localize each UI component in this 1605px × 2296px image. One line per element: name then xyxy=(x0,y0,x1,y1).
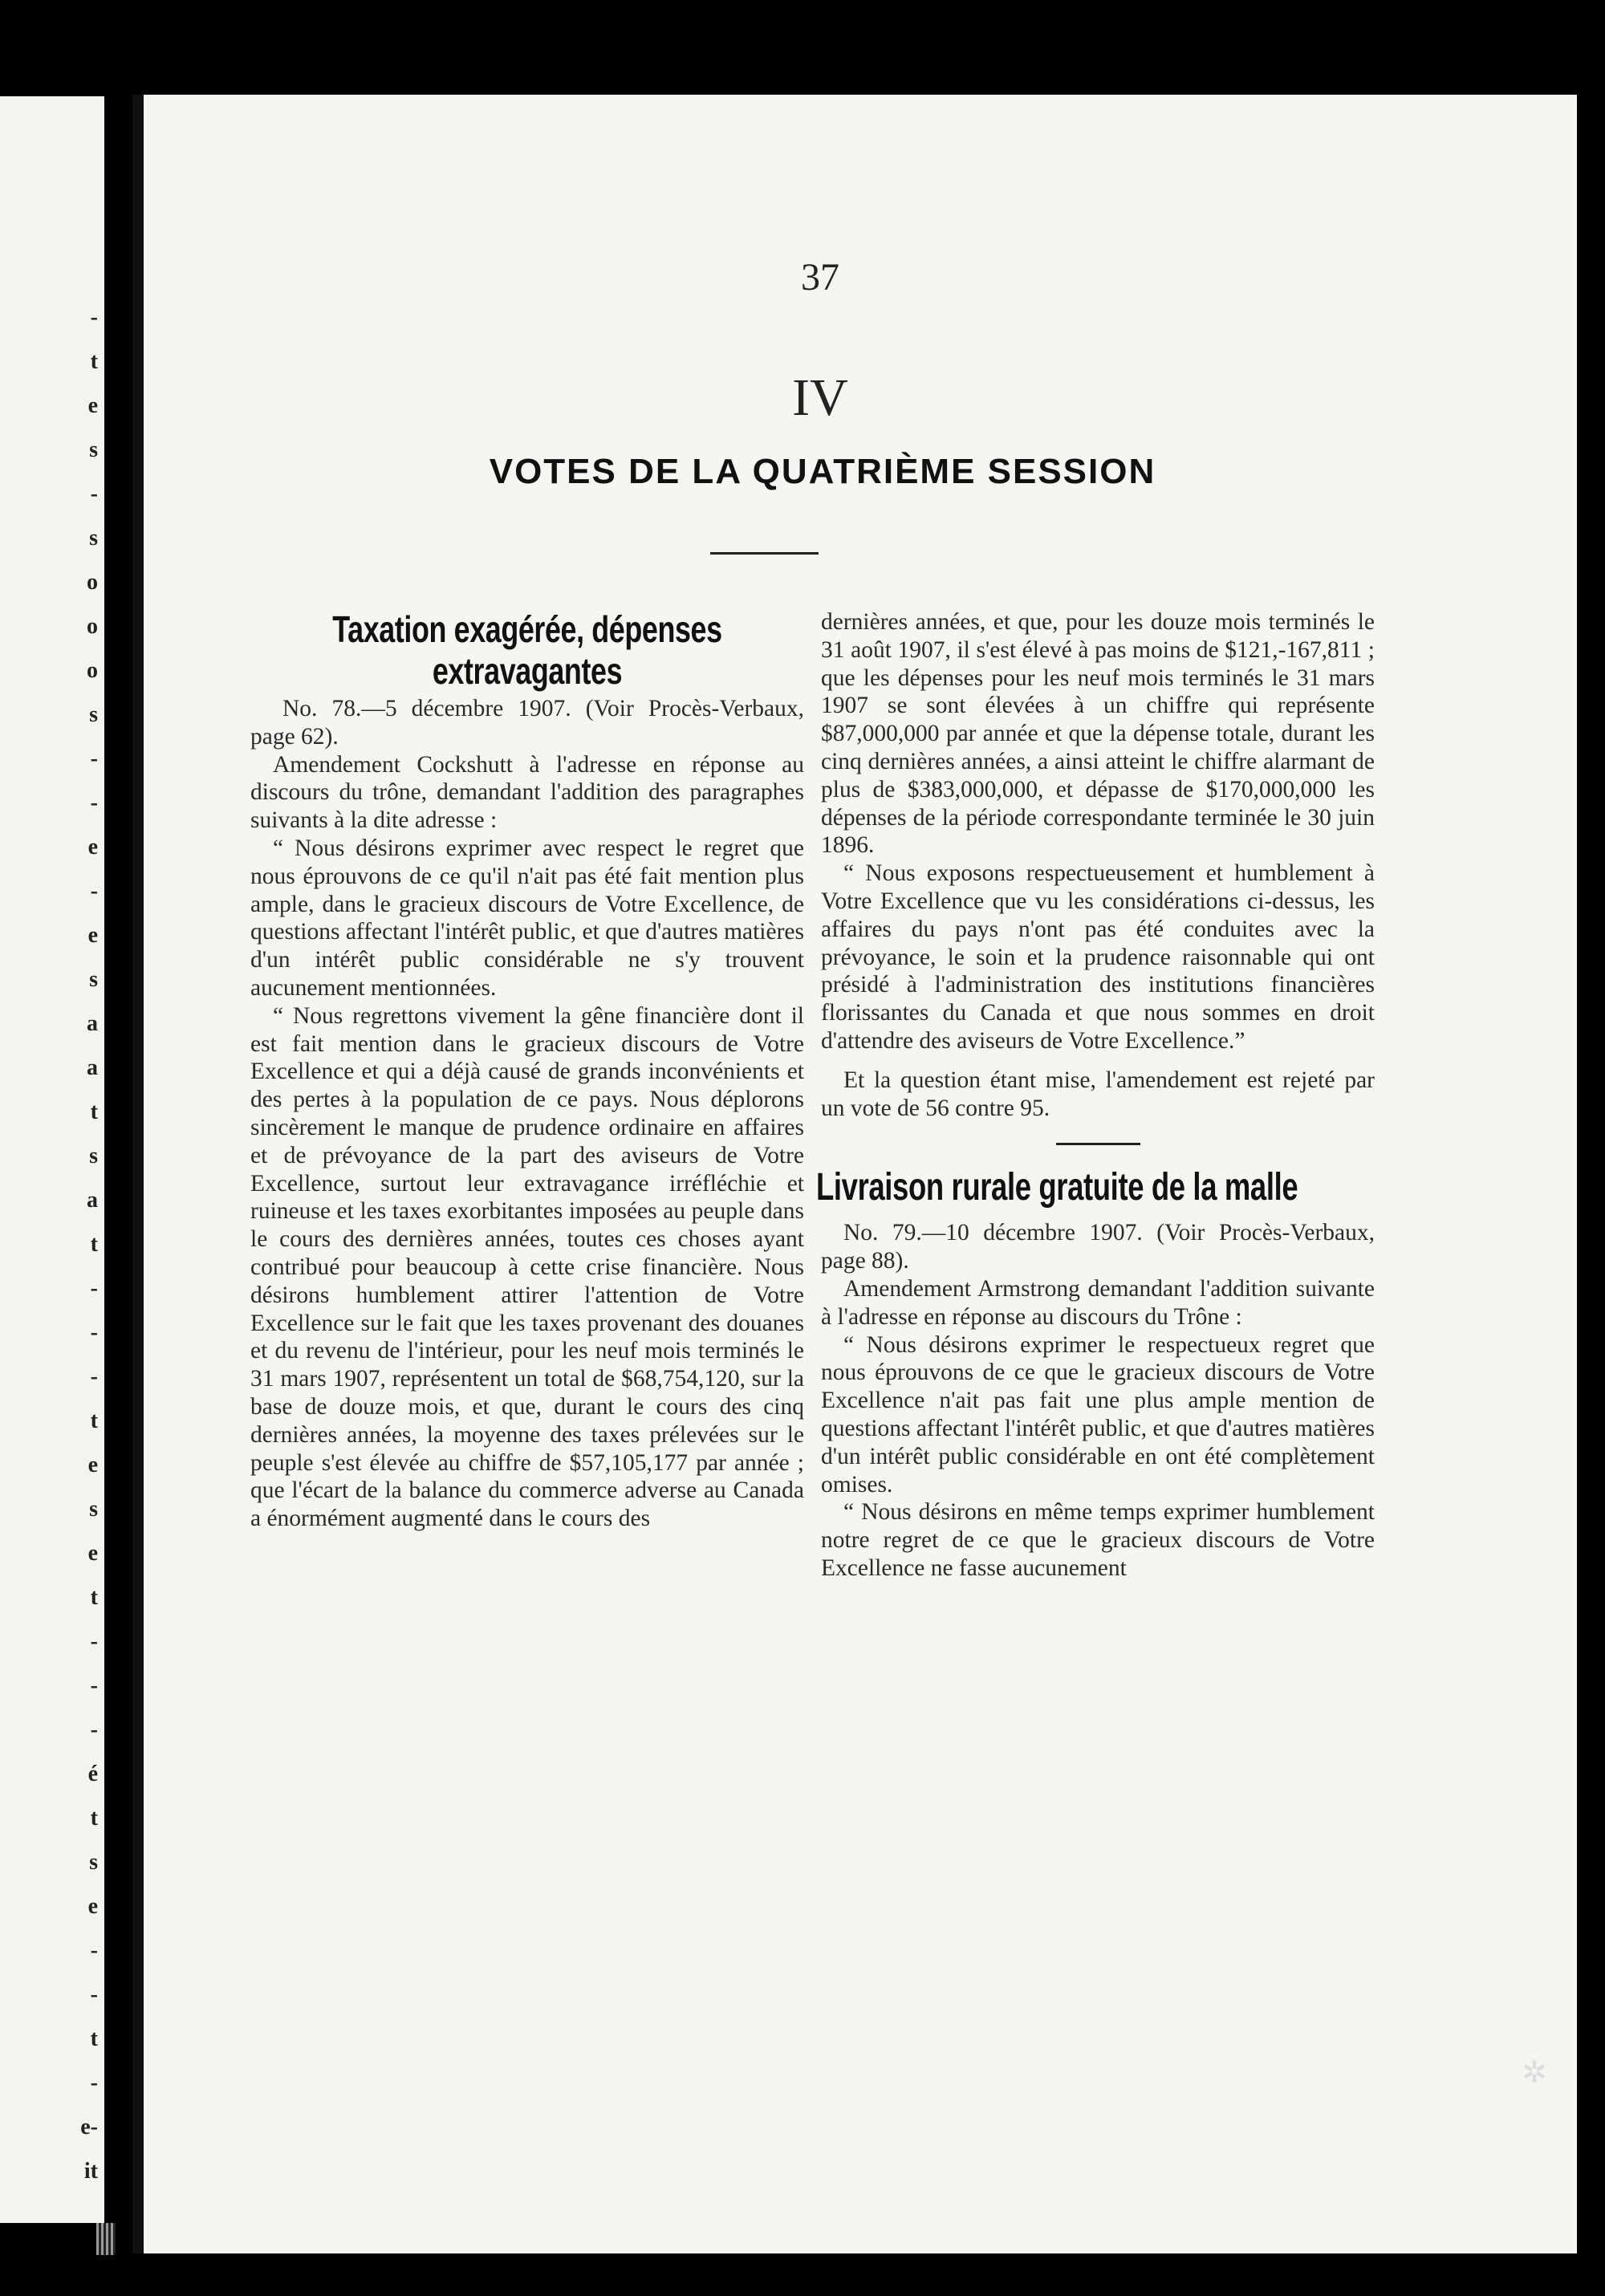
margin-fragment: t xyxy=(90,1408,98,1433)
margin-fragment: - xyxy=(90,1938,98,1963)
paragraph: “ Nous regrettons vivement la gêne financière dont il est fait mention dans le gracieux discours de Votre Excellence et qui a déjà causé de grands inconvénients et des pertes à la population de ce pays. Nous déplorons sincèrement le manque de prudence ordinaire en affaires et de prévoyance de la part des aviseurs de Votre Excellence, surtout leur extravagance irréfléchie et ruineuse et les taxes exorbitantes imposées au peuple dans le cours des dernières années, toutes ces choses ayant contribué pour beaucoup à cette crise financière. Nous désirons humblement attirer l'attention de Votre Excellence sur le fait que les taxes provenant des douanes et du revenu de l'intérieur, pour les neuf mois terminés le 31 mars 1907, représentent un total de $68,754,120, sur la base de douze mois, et que, durant le cours des cinq dernières années, la moyenne des taxes prélevées sur le peuple s'est élevée au chiffre de $57,105,177 par année ; que l'écart de la balance du commerce adverse au Canada a énormément augmenté dans le cours des xyxy=(250,1002,804,1532)
margin-fragment: - xyxy=(90,2070,98,2095)
margin-fragment: t xyxy=(90,349,98,374)
section-title: VOTES DE LA QUATRIÈME SESSION xyxy=(489,452,1156,491)
article-reference: No. 78.—5 décembre 1907. (Voir Procès-Verbaux, page 62). xyxy=(250,696,804,750)
margin-fragment: a xyxy=(87,1055,98,1080)
article-reference: No. 79.—10 décembre 1907. (Voir Procès-Verbaux, page 88). xyxy=(821,1220,1375,1274)
margin-fragment: - xyxy=(90,1982,98,2007)
margin-fragment: s xyxy=(89,702,98,727)
margin-fragment: e xyxy=(87,1453,98,1477)
margin-fragment: s xyxy=(89,1497,98,1522)
margin-fragment: - xyxy=(90,1629,98,1654)
margin-fragment: e xyxy=(87,1541,98,1566)
margin-fragment: e xyxy=(87,835,98,859)
margin-fragment: s xyxy=(89,437,98,462)
margin-fragment: o xyxy=(87,614,98,639)
paragraph: “ Nous exposons respectueusement et humblement à Votre Excellence que vu les considérations ci-dessus, les affaires du pays n'ont pas été conduites avec la prévoyance, le soin et la prudence raisonnable qui ont présidé à l'administration des institutions financières florissantes du Canada et que nous sommes en droit d'attendre des aviseurs de Votre Excellence.” xyxy=(821,860,1375,1054)
margin-fragment: - xyxy=(90,1320,98,1345)
film-edge-mark xyxy=(96,2223,116,2255)
margin-fragment: o xyxy=(87,570,98,595)
title-divider xyxy=(710,552,819,555)
margin-fragment: a xyxy=(87,1011,98,1036)
article-headline-livraison: Livraison rurale gratuite de la malle xyxy=(816,1166,1298,1209)
margin-fragment: t xyxy=(90,1099,98,1124)
margin-fragment: - xyxy=(90,746,98,771)
margin-fragment: a xyxy=(87,1188,98,1213)
left-column xyxy=(250,608,804,1533)
page-number: 37 xyxy=(801,256,839,299)
document-page xyxy=(132,95,1577,2253)
margin-fragment: e- xyxy=(80,2115,98,2140)
adjacent-page-fragment xyxy=(0,96,104,2223)
margin-fragment: - xyxy=(90,1673,98,1698)
margin-fragment: e xyxy=(87,1894,98,1919)
chapter-number: IV xyxy=(792,368,848,427)
article-divider xyxy=(1056,1143,1140,1145)
film-artifact-mark: ✲ xyxy=(1522,2056,1547,2090)
paragraph: Amendement Armstrong demandant l'addition suivante à l'adresse en réponse au discours du Trône : xyxy=(821,1275,1375,1330)
paragraph: “ Nous désirons en même temps exprimer humblement notre regret de ce que le gracieux discours de Votre Excellence ne fasse aucunement xyxy=(821,1499,1375,1581)
margin-fragment: s xyxy=(89,967,98,992)
paragraph: Et la question étant mise, l'amendement est rejeté par un vote de 56 contre 95. xyxy=(821,1067,1375,1121)
margin-fragment: - xyxy=(90,1276,98,1301)
paragraph: “ Nous désirons exprimer avec respect le regret que nous éprouvons de ce qu'il n'ait pas été fait mention plus ample, dans le gracieux discours de Votre Excellence, de questions affectant l'intérêt public, et que d'autres matières d'un intérêt public considérable ne s'y trouvent aucunement mentionnées. xyxy=(250,835,804,1001)
margin-fragment: t xyxy=(90,1232,98,1257)
margin-fragment: - xyxy=(90,1364,98,1389)
paragraph: Amendement Cockshutt à l'adresse en réponse au discours du trône, demandant l'addition des paragraphes suivants à la dite adresse : xyxy=(250,751,804,834)
margin-fragment: - xyxy=(90,1717,98,1742)
margin-fragment: o xyxy=(87,658,98,683)
margin-fragment: - xyxy=(90,305,98,330)
paragraph: dernières années, et que, pour les douze mois terminés le 31 août 1907, il s'est élevé à pas moins de $121,-167,811 ; que les dépenses pour les neuf mois terminés le 31 mars 1907 se sont élevées à un chiffre qui représente $87,000,000 par année et que la dépense totale, durant les cinq dernières années, a ainsi atteint le chiffre alarmant de plus de $383,000,000, et dépasse de $170,000,000 les dépenses de la période correspondante terminée le 30 juin 1896. xyxy=(821,609,1375,859)
margin-fragment: e xyxy=(87,923,98,948)
margin-fragment: é xyxy=(87,1762,98,1786)
paragraph: “ Nous désirons exprimer le respectueux regret que nous éprouvons de ce que le gracieux discours de Votre Excellence n'ait pas fait une plus ample mention de questions affectant l'intérêt public, et que d'autres matières d'un intérêt public considérable en ont été complètement omises. xyxy=(821,1331,1375,1497)
margin-fragment: - xyxy=(90,790,98,815)
margin-fragment: - xyxy=(90,879,98,904)
margin-fragment: - xyxy=(90,482,98,506)
margin-fragment: it xyxy=(83,2159,98,2184)
margin-fragment: s xyxy=(89,1144,98,1168)
article-headline-taxation: Taxation exagérée, dépenses extravagantes xyxy=(332,608,722,692)
margin-fragment: s xyxy=(89,1850,98,1875)
margin-fragment: t xyxy=(90,2026,98,2051)
margin-fragment: t xyxy=(90,1585,98,1610)
margin-fragment: e xyxy=(87,393,98,418)
right-column xyxy=(816,608,1375,1583)
margin-fragment: t xyxy=(90,1806,98,1831)
margin-fragment: s xyxy=(89,526,98,551)
